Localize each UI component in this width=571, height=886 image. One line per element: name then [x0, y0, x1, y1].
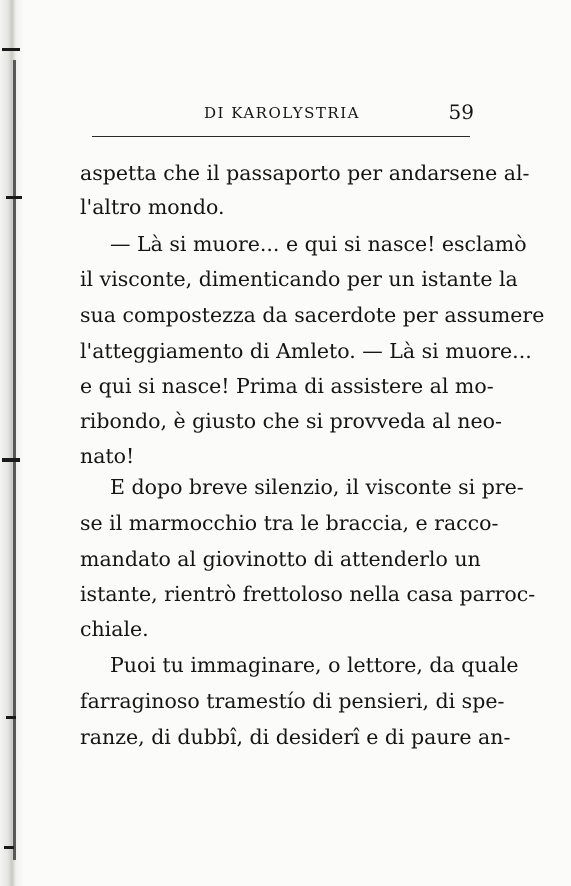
text-line: l'altro mondo.: [80, 195, 225, 219]
binding-mark: [6, 716, 16, 719]
text-line: ribondo, è giusto che si provveda al neo-: [80, 409, 502, 433]
text-line: farraginoso tramestío di pensieri, di spe-: [80, 689, 505, 713]
text-line: se il marmocchio tra le braccia, e racco-: [80, 511, 499, 535]
text-line: mandato al giovinotto di attenderlo un: [80, 547, 481, 571]
text-line: — Là si muore... e qui si nasce! esclamò: [110, 232, 527, 256]
text-line: il visconte, dimenticando per un istante la: [80, 267, 518, 291]
text-line: l'atteggiamento di Amleto. — Là si muore...: [80, 339, 532, 363]
page-header: [88, 100, 474, 128]
text-line: istante, rientrò frettoloso nella casa parroc-: [80, 582, 536, 606]
text-line: chiale.: [80, 617, 149, 641]
text-line: Puoi tu immaginare, o lettore, da quale: [110, 653, 519, 677]
text-line: e qui si nasce! Prima di assistere al mo-: [80, 374, 494, 398]
running-title: DI KAROLYSTRIA: [204, 104, 360, 122]
text-line: E dopo breve silenzio, il visconte si pre-: [110, 475, 524, 499]
page-number: 59: [448, 100, 474, 124]
text-line: aspetta che il passaporto per andarsene al-: [80, 161, 530, 185]
binding-mark: [6, 196, 22, 199]
text-line: ranze, di dubbî, di desiderî e di paure an-: [80, 725, 511, 749]
binding-mark: [2, 48, 20, 51]
binding-mark: [2, 458, 20, 462]
text-line: nato!: [80, 444, 135, 468]
text-line: sua compostezza da sacerdote per assumere: [80, 303, 545, 327]
page-binding-edge: [0, 0, 24, 886]
header-rule: [92, 136, 470, 137]
binding-mark: [4, 846, 14, 849]
